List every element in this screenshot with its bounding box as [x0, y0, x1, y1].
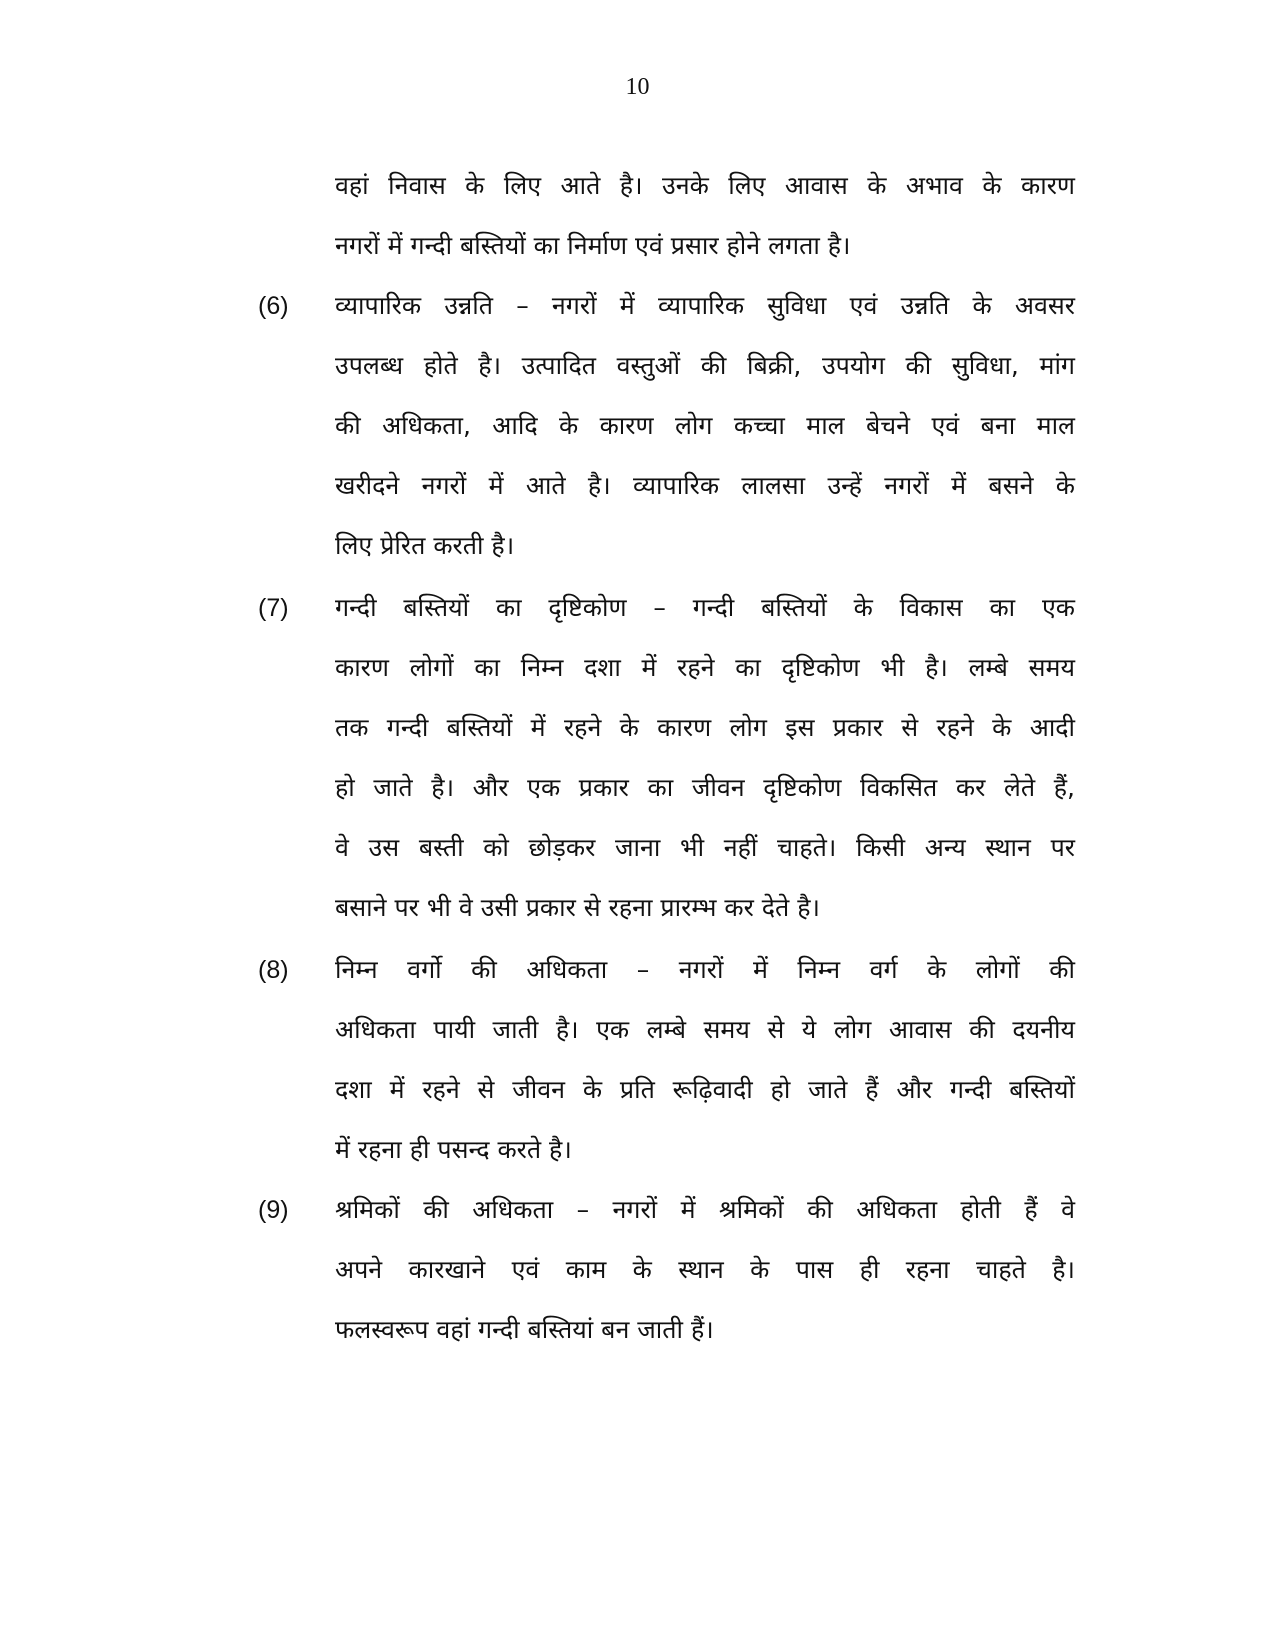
list-item-line: तक गन्दी बस्तियों में रहने के कारण लोग इस प्रकार से रहने के आदी: [335, 713, 1075, 742]
paragraph-line: नगरों में गन्दी बस्तियों का निर्माण एवं प्रसार होने लगता है।: [335, 231, 851, 260]
list-item-line: अधिकता पायी जाती है। एक लम्बे समय से ये लोग आवास की दयनीय: [335, 1015, 1075, 1044]
list-item-number: (9): [258, 1196, 289, 1224]
list-item-line: फलस्वरूप वहां गन्दी बस्तियां बन जाती हैं।: [335, 1315, 714, 1344]
paragraph-line: वहां निवास के लिए आते है। उनके लिए आवास के अभाव के कारण: [335, 171, 1075, 200]
list-item-line: उपलब्ध होते है। उत्पादित वस्तुओं की बिक्री, उपयोग की सुविधा, मांग: [335, 351, 1075, 380]
list-item-line: लिए प्रेरित करती है।: [335, 531, 515, 560]
page-number: 10: [625, 74, 650, 100]
list-item-number: (8): [258, 956, 289, 984]
list-item-line: की अधिकता, आदि के कारण लोग कच्चा माल बेचने एवं बना माल: [335, 411, 1075, 440]
list-item-line: बसाने पर भी वे उसी प्रकार से रहना प्रारम्भ कर देते है।: [335, 893, 820, 922]
list-item-line: श्रमिकों की अधिकता – नगरों में श्रमिकों की अधिकता होती हैं वे: [335, 1195, 1075, 1224]
list-item-line: अपने कारखाने एवं काम के स्थान के पास ही रहना चाहते है।: [335, 1255, 1075, 1284]
list-item-line: कारण लोगों का निम्न दशा में रहने का दृष्टिकोण भी है। लम्बे समय: [335, 653, 1075, 682]
list-item-number: (7): [258, 594, 289, 622]
list-item-number: (6): [258, 292, 289, 320]
list-item-line: गन्दी बस्तियों का दृष्टिकोण – गन्दी बस्तियों के विकास का एक: [335, 593, 1075, 622]
list-item-line: वे उस बस्ती को छोड़कर जाना भी नहीं चाहते। किसी अन्य स्थान पर: [335, 833, 1075, 862]
list-item-line: दशा में रहने से जीवन के प्रति रूढ़िवादी हो जाते हैं और गन्दी बस्तियों: [335, 1075, 1075, 1104]
list-item-line: हो जाते है। और एक प्रकार का जीवन दृष्टिकोण विकसित कर लेते हैं,: [335, 773, 1075, 802]
list-item-line: निम्न वर्गो की अधिकता – नगरों में निम्न वर्ग के लोगों की: [335, 955, 1075, 984]
list-item-line: में रहना ही पसन्द करते है।: [335, 1135, 572, 1164]
list-item-line: खरीदने नगरों में आते है। व्यापारिक लालसा उन्हें नगरों में बसने के: [335, 471, 1075, 500]
list-item-line: व्यापारिक उन्नति – नगरों में व्यापारिक सुविधा एवं उन्नति के अवसर: [335, 291, 1075, 320]
